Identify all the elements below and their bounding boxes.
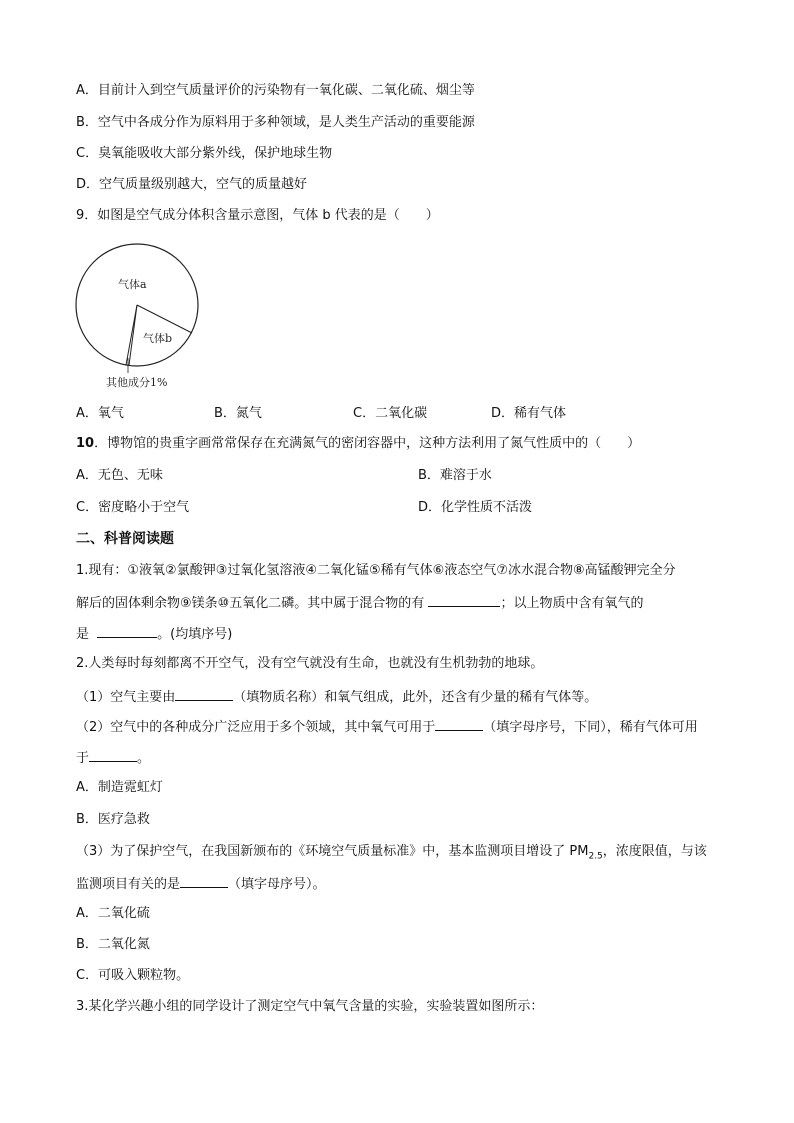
pm-subscript: 2.5 <box>588 851 603 862</box>
r2-part3-line2-text: 监测项目有关的是 <box>76 877 181 892</box>
r2-part3-blank <box>180 873 228 888</box>
r2-part3-line2 <box>76 873 326 895</box>
q8-option-c: C．臭氧能吸收大部分紫外线，保护地球生物 <box>76 146 333 161</box>
q10-stem <box>76 434 640 454</box>
r1-line1: 1.现有：①液氧②氯酸钾③过氧化氢溶液④二氧化锰⑤稀有气体⑥液态空气⑦冰水混合物⑧高锰酸钾完全分 <box>76 563 676 578</box>
air-composition-pie-figure <box>72 240 212 395</box>
r2-part1 <box>76 686 597 708</box>
q9-option-c: C．二氧化碳 <box>353 406 428 421</box>
r2-part3-line2-end: （填字母序号）。 <box>228 877 326 892</box>
section-2-title: 二、科普阅读题 <box>76 531 174 547</box>
r3-text: 3.某化学兴趣小组的同学设计了测定空气中氧气含量的实验，实验装置如图所示： <box>76 999 544 1014</box>
q9-option-a: A．氧气 <box>76 406 124 421</box>
q10-option-a: A．无色、无味 <box>76 468 163 483</box>
r1-line3-text: 是 <box>76 627 90 642</box>
gas-a-label: 气体a <box>118 278 147 291</box>
r2-intro: 2.人类每时每刻都离不开空气，没有空气就没有生命，也就没有生机勃勃的地球。 <box>76 656 544 671</box>
r2-part2-end: （填字母序号，下同），稀有气体可用 <box>483 720 698 735</box>
r2-part1-blank <box>175 686 233 701</box>
other-components-label: 其他成分1% <box>106 376 168 389</box>
r2-part2-line2 <box>76 747 150 769</box>
r1-line2-text: 解后的固体剩余物⑨镁条⑩五氧化二磷。其中属于混合物的有 <box>76 596 425 611</box>
r2-part1-start: （1）空气主要由 <box>76 690 176 705</box>
r2-part3-start: （3）为了保护空气，在我国新颁布的《环境空气质量标准》中，基本监测项目增设了 PM <box>76 844 589 859</box>
r2-part2-line2-text: 于 <box>76 751 90 766</box>
gas-b-label: 气体b <box>143 332 173 345</box>
r2-pollutant-c: C．可吸入颗粒物。 <box>76 968 190 983</box>
r1-line3 <box>76 623 232 645</box>
q10-number: 10 <box>76 436 95 451</box>
r1-oxygen-blank <box>97 623 157 638</box>
q9-option-b: B．氮气 <box>214 406 262 421</box>
r1-mixture-blank <box>428 592 500 607</box>
q9-stem: 9．如图是空气成分体积含量示意图，气体 b 代表的是（ ） <box>76 208 439 223</box>
r2-pollutant-a: A．二氧化硫 <box>76 906 150 921</box>
r2-part3-end: ，浓度限值，与该 <box>602 844 707 859</box>
q10-option-d: D．化学性质不活泼 <box>418 500 533 515</box>
q10-stem-text: ．博物馆的贵重字画常常保存在充满氮气的密闭容器中，这种方法利用了氮气性质中的（ ） <box>94 436 641 451</box>
pie-divider-other <box>129 305 137 365</box>
q10-option-b: B．难溶于水 <box>418 468 492 483</box>
r2-part2-line2-end: 。 <box>137 751 151 766</box>
r2-option-b: B．医疗急救 <box>76 812 150 827</box>
q8-option-b: B．空气中各成分作为原料用于多种领域，是人类生产活动的重要能源 <box>76 115 475 130</box>
r2-part2-blank-1 <box>435 716 483 731</box>
r1-line2-end: ；以上物质中含有氧气的 <box>500 596 644 611</box>
q8-option-a: A．目前计入到空气质量评价的污染物有一氧化碳、二氧化硫、烟尘等 <box>76 83 475 98</box>
r2-part1-end: （填物质名称）和氧气组成，此外，还含有少量的稀有气体等。 <box>233 690 598 705</box>
r2-part2-start: （2）空气中的各种成分广泛应用于多个领域，其中氧气可用于 <box>76 720 436 735</box>
r2-pollutant-b: B．二氧化氮 <box>76 937 150 952</box>
r2-part2 <box>76 716 698 738</box>
r2-part2-blank-2 <box>89 747 137 762</box>
r2-part3 <box>76 842 707 867</box>
q8-option-d: D．空气质量级别越大，空气的质量越好 <box>76 177 308 192</box>
r1-line3-end: 。(均填序号) <box>157 627 233 642</box>
pie-divider-b <box>137 305 192 333</box>
q10-option-c: C．密度略小于空气 <box>76 500 190 515</box>
r1-line2 <box>76 592 643 614</box>
q9-option-d: D．稀有气体 <box>491 406 567 421</box>
r2-option-a: A．制造霓虹灯 <box>76 780 163 795</box>
